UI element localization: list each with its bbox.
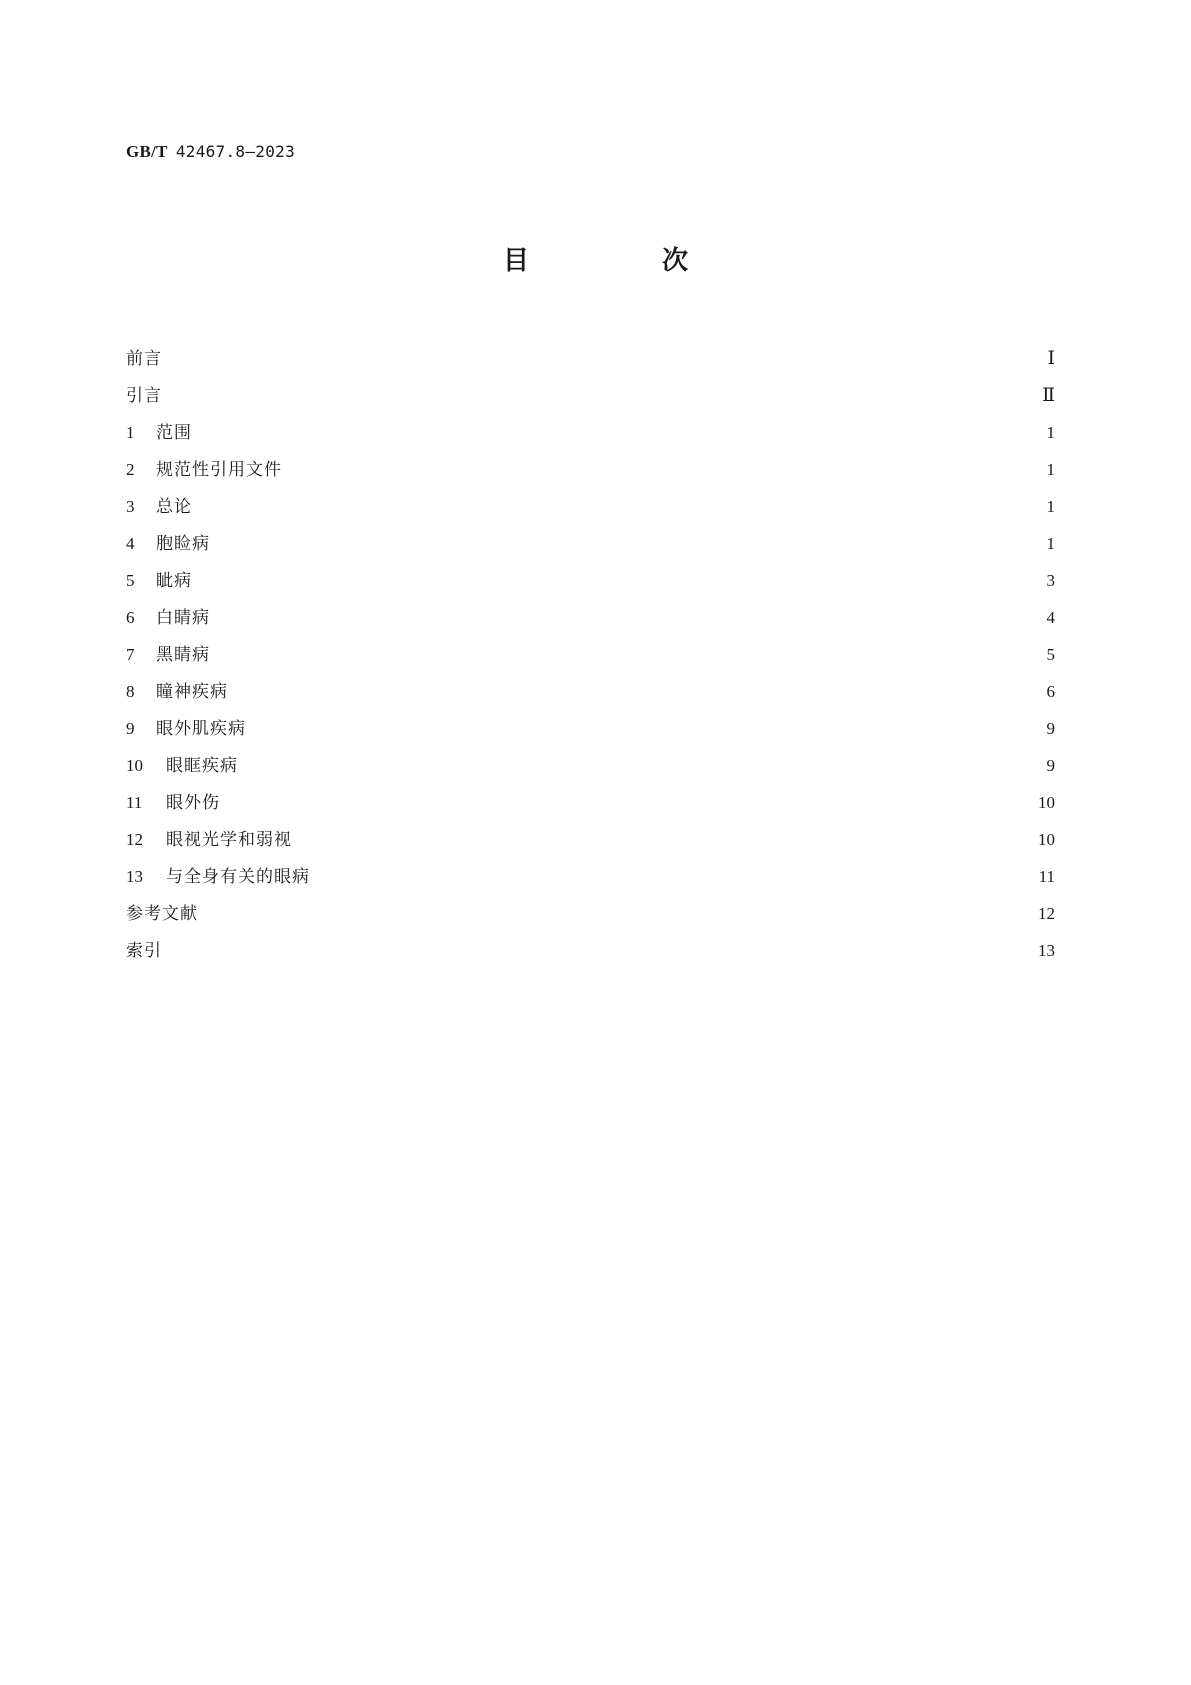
toc-entry[interactable] [126,451,1055,488]
toc-entry-page-number: 1 [1046,534,1055,553]
toc-entry[interactable] [126,821,1055,858]
dot-leader [238,682,1037,702]
toc-entry-number: 8 [126,682,135,701]
toc-entry-label: 眼外肌疾病 [156,719,246,739]
toc-entry-number: 12 [126,830,143,849]
toc-entry-page-number: Ⅱ [1042,384,1055,406]
dot-leader [230,793,1032,813]
toc-entry-page-number: 1 [1046,460,1055,479]
toc-entry-number: 5 [126,571,135,590]
dot-leader [220,608,1037,628]
toc-entry-label: 引言 [126,386,162,406]
toc-entry[interactable] [126,340,1055,377]
toc-entry[interactable] [126,932,1055,969]
toc-entry-page-number: 9 [1046,719,1055,738]
toc-entry[interactable] [126,673,1055,710]
toc-entry-page-number: 10 [1038,793,1055,812]
toc-entry-number: 9 [126,719,135,738]
toc-entry[interactable] [126,562,1055,599]
toc-entry[interactable] [126,895,1055,932]
toc-entry[interactable] [126,599,1055,636]
document-code-number: 42467.8—2023 [175,142,296,161]
toc-entry-label: 与全身有关的眼病 [166,867,310,887]
toc-entry-label: 规范性引用文件 [156,460,282,480]
dot-leader [302,830,1032,850]
toc-entry-label: 眼视光学和弱视 [166,830,292,850]
toc-entry-page-number: 12 [1038,904,1055,923]
toc-entry-page-number: Ⅰ [1047,347,1055,369]
toc-entry-page-number: 5 [1046,645,1055,664]
toc-entry-label: 眼眶疾病 [166,756,238,776]
dot-leader [220,534,1037,554]
toc-entry[interactable] [126,636,1055,673]
toc-entry-label: 索引 [126,941,162,961]
toc-entry[interactable] [126,525,1055,562]
document-code-prefix: GB/T [126,142,168,161]
toc-title: 目 次 [502,246,751,276]
toc-entry-label: 前言 [126,349,162,369]
toc-entry[interactable] [126,747,1055,784]
toc-entry-page-number: 10 [1038,830,1055,849]
toc-entry-number: 11 [126,793,143,812]
toc-entry[interactable] [126,377,1055,414]
toc-entry-label: 总论 [156,497,192,517]
toc-entry-label: 白睛病 [156,608,210,628]
toc-entry-number: 3 [126,497,135,516]
toc-entry-number: 13 [126,867,143,886]
dot-leader [172,386,1036,406]
toc-entry[interactable] [126,414,1055,451]
toc-entry-label: 眦病 [156,571,192,591]
dot-leader [292,460,1037,480]
toc-entry-number: 1 [126,423,135,442]
toc-entry-page-number: 1 [1046,423,1055,442]
toc-entry-page-number: 4 [1046,608,1055,627]
table-of-contents [126,340,1055,969]
dot-leader [202,423,1037,443]
toc-entry-page-number: 13 [1038,941,1055,960]
toc-entry-page-number: 6 [1046,682,1055,701]
toc-entry-label: 眼外伤 [166,793,220,813]
toc-entry-label: 瞳神疾病 [156,682,228,702]
dot-leader [208,904,1032,924]
dot-leader [320,867,1033,887]
toc-entry-label: 胞睑病 [156,534,210,554]
toc-entry-page-number: 3 [1046,571,1055,590]
dot-leader [202,497,1037,517]
dot-leader [172,941,1032,961]
toc-entry-number: 10 [126,756,143,775]
dot-leader [172,349,1037,369]
dot-leader [248,756,1037,776]
toc-entry-number: 7 [126,645,135,664]
toc-entry-page-number: 9 [1046,756,1055,775]
toc-entry-label: 范围 [156,423,192,443]
toc-entry-label: 参考文献 [126,904,198,924]
toc-entry[interactable] [126,784,1055,821]
dot-leader [202,571,1037,591]
toc-entry[interactable] [126,710,1055,747]
dot-leader [220,645,1037,665]
toc-entry[interactable] [126,858,1055,895]
toc-entry-label: 黑睛病 [156,645,210,665]
toc-entry-number: 2 [126,460,135,479]
document-code [126,142,295,162]
toc-entry-page-number: 1 [1046,497,1055,516]
dot-leader [256,719,1037,739]
toc-entry-number: 4 [126,534,135,553]
toc-entry-number: 6 [126,608,135,627]
toc-entry-page-number: 11 [1038,867,1055,886]
toc-entry[interactable] [126,488,1055,525]
